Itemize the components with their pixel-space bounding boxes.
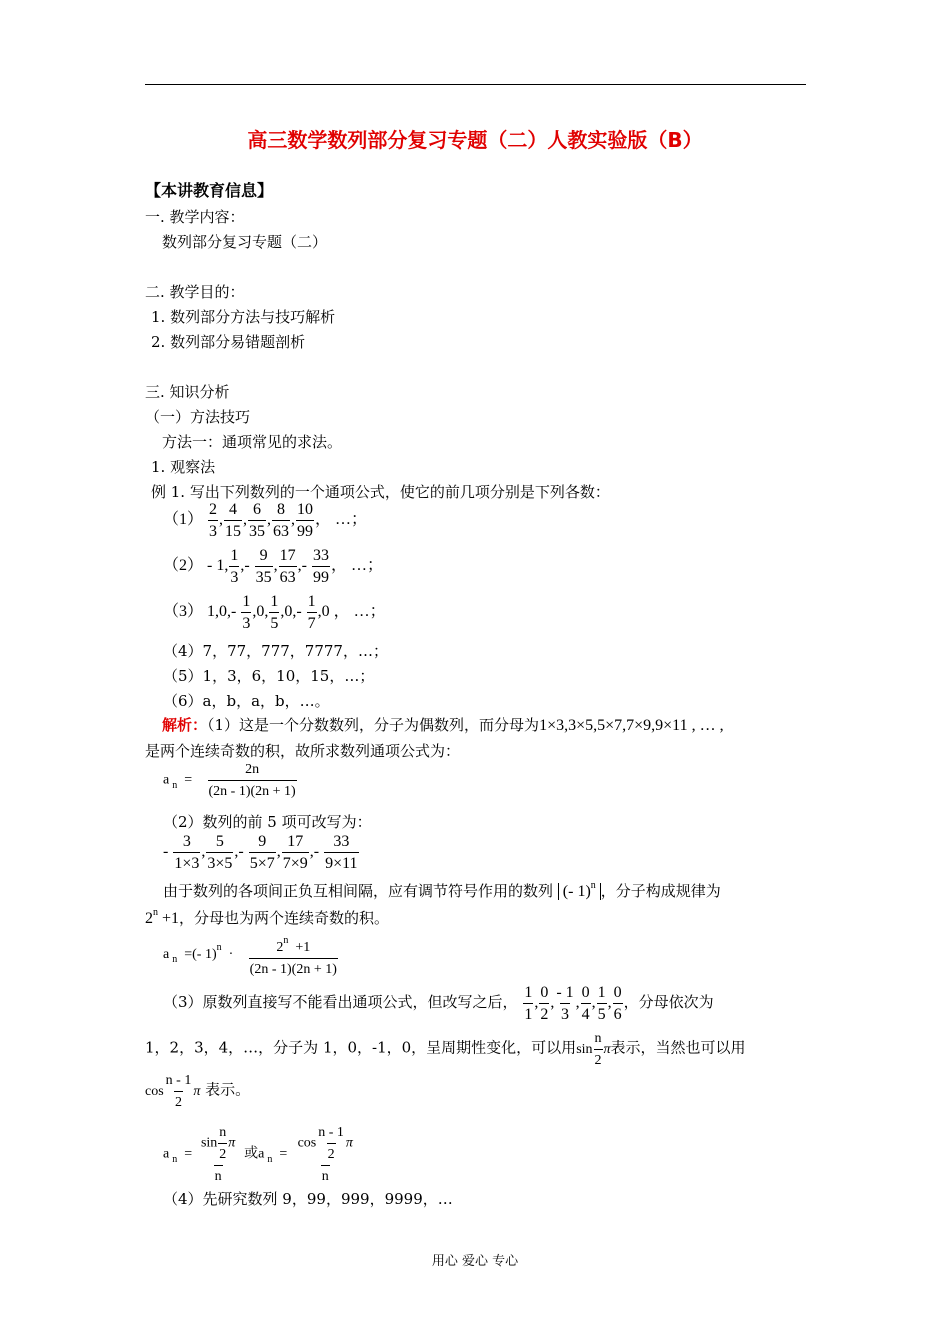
rewritten-terms: - $\frac{3}{1\times 3}$ , $\frac{5}{3\times 5}$ ,- $\frac{9}{5\times 7}$ , $\frac{17}{7\times 9}$ ,- $\frac{33}{9\times 11}$	[163, 833, 358, 872]
section1-heading: 一. 教学内容：	[145, 208, 245, 226]
analysis-continued: 是两个连续奇数的积，故所求数列通项公式为：	[145, 742, 461, 760]
page-footer: 用心 爱心 专心	[431, 1254, 519, 1269]
formula-1: a $_n$ = $\frac{2n}{(2n - 1)(2n + 1)}$	[163, 759, 312, 802]
part2-para-line1	[163, 880, 721, 901]
formula-2: a $_n$ =(- 1)$^n$ · $\frac{2^n +1}{(2n - 1)(2n + 1)}$	[163, 930, 353, 980]
section2-heading: 二. 教学目的：	[145, 283, 245, 301]
formula-3: a $_n$ = sin $\frac{n}{2}$ π n 或a $_n$ = cos $\frac{n - 1}{2}$ π n	[163, 1122, 363, 1187]
analysis-line	[162, 714, 724, 735]
part2-line: （2）数列的前 5 项可改写为：	[163, 813, 372, 831]
part3-e: 表示。	[205, 1080, 251, 1099]
sequence-2: （2） - 1, $\frac{1}{3}$ ,- $\frac{9}{35}$ , $\frac{17}{63}$ ,- $\frac{33}{99}$ ， …；	[163, 547, 384, 586]
part3-a: （3）原数列直接写不能看出通项公式，但改写之后，	[163, 993, 518, 1012]
analysis-math: 1×3,3×5,5×7,7×9,9×11 , … ,	[539, 717, 724, 734]
sequence-4: （4）7，77，777，7777，…；	[163, 642, 388, 660]
part3-d: 表示，当然也可以用	[610, 1038, 746, 1057]
part3-c: 1，2，3，4，…，分子为 1，0，-1，0，呈周期性变化，可以用	[145, 1038, 577, 1057]
sequence-5: （5）1，3，6，10，15，…；	[163, 667, 375, 685]
section1-body: 数列部分复习专题（二）	[162, 233, 328, 251]
analysis-text: （1）这是一个分数数列，分子为偶数列，而分母为	[207, 716, 540, 734]
sequence-1: （1） $\frac{2}{3}$ , $\frac{4}{15}$ , $\frac{6}{35}$ , $\frac{8}{63}$ , $\frac{10}{99}$ ， …；	[163, 501, 368, 540]
sequence-3: （3） 1,0,- $\frac{1}{3}$ ,0, $\frac{1}{5}$ ,0,- $\frac{1}{7}$ ,0 ， …；	[163, 593, 386, 632]
part2-para-line2: $2^n +1$，分母也为两个连续奇数的积。	[145, 907, 390, 927]
section3-subheading: （一）方法技巧	[145, 408, 251, 426]
rewritten-fractions: $\frac{1}{1}$ , $\frac{0}{2}$ , $\frac{- 1}{3}$ , $\frac{0}{4}$ , $\frac{1}{5}$ , $\frac{0}{6}$	[524, 984, 622, 1023]
sign-sequence: (- 1)$^n$	[558, 883, 601, 900]
part3-line1	[163, 982, 714, 1025]
formula-or: 或	[244, 1146, 259, 1162]
sequence-6: （6）a，b，a，b，…。	[163, 692, 330, 710]
example1-text: 例 1. 写出下列数列的一个通项公式，使它的前几项分别是下列各数：	[151, 483, 610, 501]
section3-heading: 三. 知识分析	[145, 383, 230, 401]
top-rule	[145, 84, 806, 85]
analysis-label: 解析：	[162, 716, 208, 734]
part3-line3: cos $\frac{n - 1}{2}$ π 表示。	[145, 1070, 250, 1113]
part4-line: （4）先研究数列 9，99，999，9999，…	[163, 1190, 453, 1208]
part2-para-b: ，分子构成规律为	[600, 882, 721, 900]
part3-line2: 1，2，3，4，…，分子为 1，0，-1，0，呈周期性变化，可以用sin $\frac{n}{2}$ π表示，当然也可以用	[145, 1028, 746, 1071]
part3-b: ，分母依次为	[623, 993, 714, 1012]
info-heading: 【本讲教育信息】	[145, 181, 274, 200]
section2-item2: 2. 数列部分易错题剖析	[151, 333, 306, 351]
method1-label: 方法一：通项常见的求法。	[162, 433, 343, 451]
observe-method: 1. 观察法	[151, 458, 216, 476]
document-title: 高三数学数列部分复习专题（二）人教实验版（B）	[247, 128, 703, 152]
part2-para-a: 由于数列的各项间正负互相间隔，应有调节符号作用的数列	[163, 882, 554, 900]
section2-item1: 1. 数列部分方法与技巧解析	[151, 308, 336, 326]
part2-para-c: ，分母也为两个连续奇数的积。	[179, 909, 390, 927]
